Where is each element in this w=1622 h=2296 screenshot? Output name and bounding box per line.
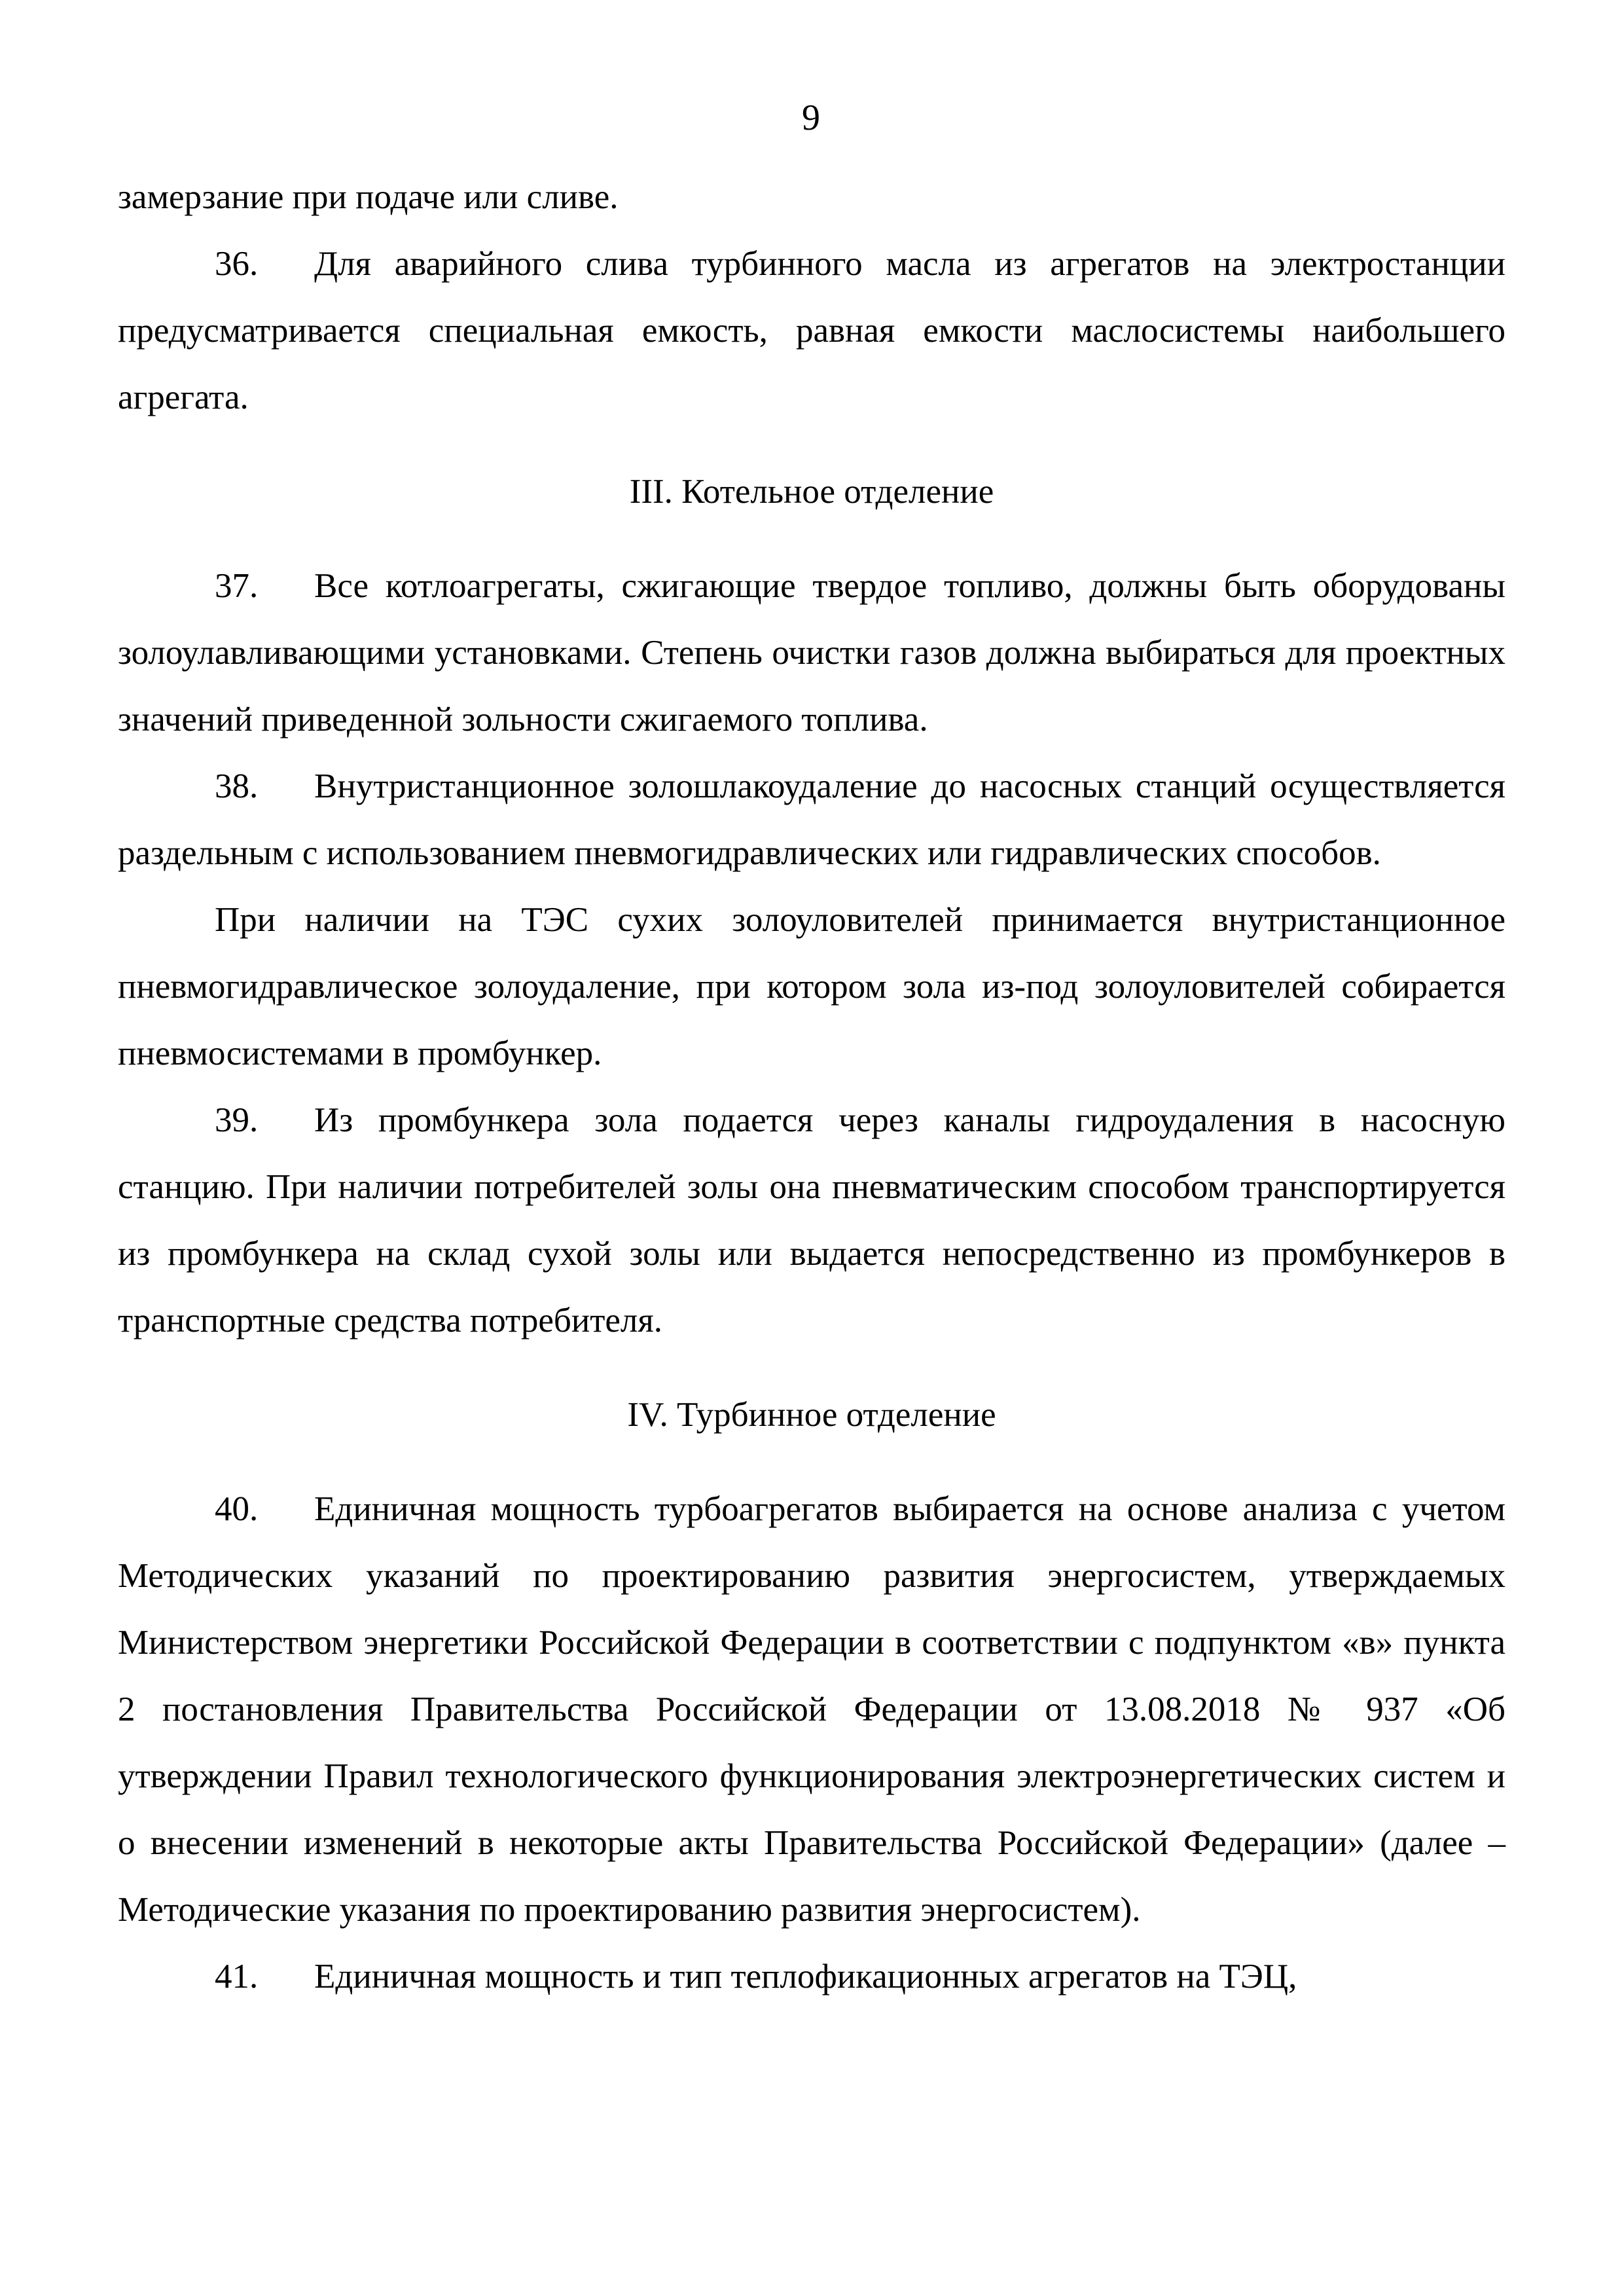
paragraph-38 [118, 753, 1505, 886]
paragraph-number: 38. [215, 767, 259, 805]
section-heading-turbine-department: IV. Турбинное отделение [627, 1396, 996, 1434]
paragraph-text: Единичная мощность и тип теплофикационных агрегатов на ТЭЦ, [314, 1958, 1297, 1995]
page-number: 9 [802, 98, 820, 138]
paragraph-text: Из промбункера зола подается через каналы гидроудаления в насосную станцию. При наличии потребителей золы она пневматическим способом транспортируется из промбункера на склад сухой золы или выдается непосредственно из промбункеров в транспортные средства потребителя. [118, 1101, 1505, 1339]
paragraph-text: Для аварийного слива турбинного масла из агрегатов на электростанции предусматривается специальная емкость, равная емкости маслосистемы наибольшего агрегата. [118, 245, 1505, 416]
section-heading-boiler-department: III. Котельное отделение [629, 473, 994, 511]
document-body [118, 164, 1505, 2010]
paragraph-36 [118, 230, 1505, 431]
paragraph-37 [118, 553, 1505, 753]
paragraph-number: 37. [215, 567, 259, 605]
paragraph-39 [118, 1087, 1505, 1354]
paragraph-number: 39. [215, 1101, 259, 1139]
paragraph-number: 40. [215, 1490, 259, 1528]
paragraph-text: Единичная мощность турбоагрегатов выбирается на основе анализа с учетом Методических указаний по проектированию развития энергосистем, утверждаемых Министерством энергетики Российской Федерации в соответствии с подпунктом «в» пункта 2 постановления Правительства Российской Федерации от 13.08.2018 № 937 «Об утверждении Правил технологического функционирования электроэнергетических систем и о внесении изменений в некоторые акты Правительства Российской Федерации» (далее – Методические указания по проектированию развития энергосистем). [118, 1490, 1505, 1929]
paragraph-text: Внутристанционное золошлакоудаление до насосных станций осуществляется раздельным с использованием пневмогидравлических или гидравлических способов. [118, 767, 1505, 872]
paragraph-number: 36. [215, 245, 259, 283]
paragraph-number: 41. [215, 1958, 259, 1995]
paragraph-38-continuation: При наличии на ТЭС сухих золоуловителей принимается внутристанционное пневмогидравлическое золоудаление, при котором зола из-под золоуловителей собирается пневмосистемами в промбункер. [118, 901, 1505, 1072]
paragraph-41 [118, 1943, 1505, 2010]
paragraph-text: Все котлоагрегаты, сжигающие твердое топливо, должны быть оборудованы золоулавливающими установками. Степень очистки газов должна выбираться для проектных значений приведенной зольности сжигаемого топлива. [118, 567, 1505, 738]
paragraph-intro-continuation: замерзание при подаче или сливе. [118, 178, 619, 216]
paragraph-40 [118, 1476, 1505, 1943]
